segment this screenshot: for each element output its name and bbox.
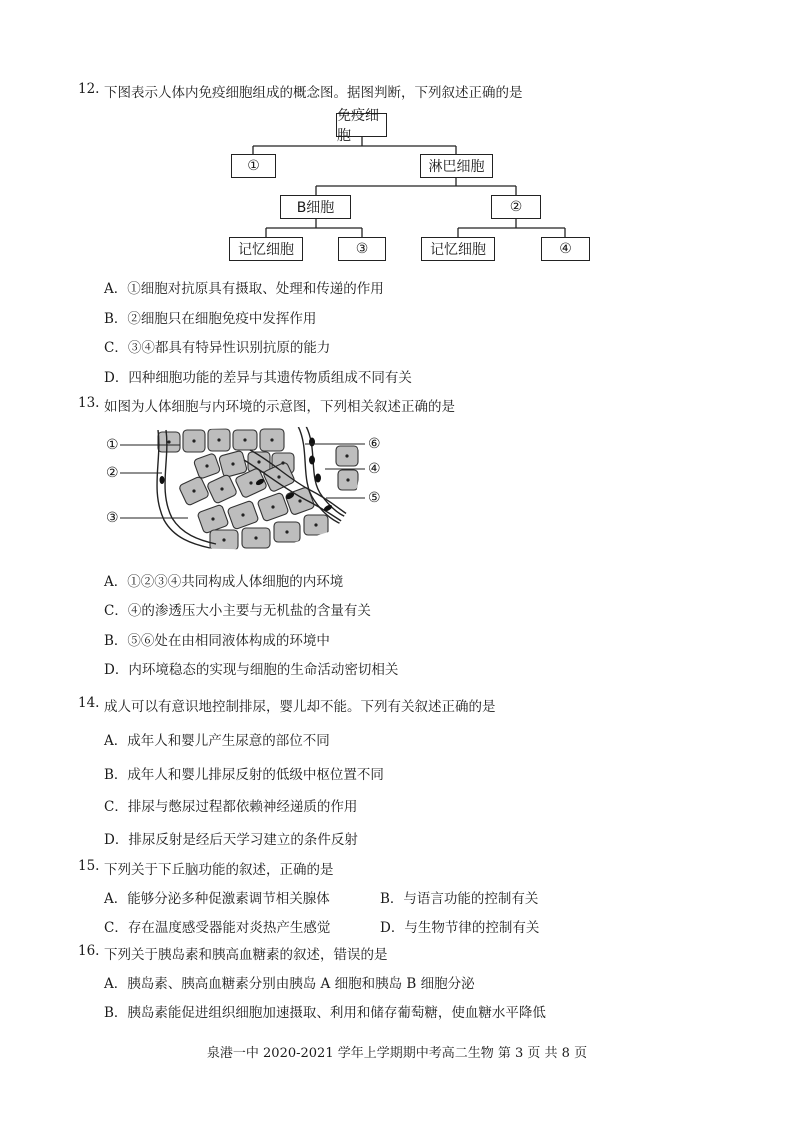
q15-option-a: A．能够分泌多种促激素调节相关腺体 <box>104 891 330 907</box>
q13-option-c: C．④的渗透压大小主要与无机盐的含量有关 <box>104 603 371 619</box>
q16-stem: 下列关于胰岛素和胰高血糖素的叙述，错误的是 <box>104 947 388 963</box>
diagram-node-l2-right: ② <box>491 195 541 219</box>
q15-stem: 下列关于下丘脑功能的叙述，正确的是 <box>104 862 334 878</box>
q13-tissue-drawing <box>100 420 400 560</box>
q14-number: 14. <box>78 695 100 711</box>
diagram-node-l1-right: 淋巴细胞 <box>420 154 493 178</box>
q16-number: 16. <box>78 943 100 959</box>
tissue-label-6: ⑥ <box>368 436 381 452</box>
diagram-node-l2-left: B细胞 <box>280 195 351 219</box>
q13-tissue-figure <box>100 420 400 560</box>
tissue-label-1: ① <box>106 437 119 453</box>
diagram-node-l3-b: ③ <box>338 237 386 261</box>
diagram-node-l3-d: ④ <box>541 237 590 261</box>
diagram-node-l3-c: 记忆细胞 <box>421 237 495 261</box>
q14-option-b: B．成年人和婴儿排尿反射的低级中枢位置不同 <box>104 767 384 783</box>
q16-option-a: A．胰岛素、胰高血糖素分别由胰岛 A 细胞和胰岛 B 细胞分泌 <box>104 976 475 992</box>
q12-option-a: A．①细胞对抗原具有摄取、处理和传递的作用 <box>104 281 384 297</box>
q15-number: 15. <box>78 858 100 874</box>
page-footer: 泉港一中 2020-2021 学年上学期期中考高二生物 第 3 页 共 8 页 <box>206 1046 588 1061</box>
tissue-label-3: ③ <box>106 510 119 526</box>
q16-option-b: B．胰岛素能促进组织细胞加速摄取、利用和储存葡萄糖，使血糖水平降低 <box>104 1005 546 1021</box>
q13-option-d: D．内环境稳态的实现与细胞的生命活动密切相关 <box>104 662 399 678</box>
q12-stem: 下图表示人体内免疫细胞组成的概念图。据图判断，下列叙述正确的是 <box>104 85 523 101</box>
q12-diagram-connectors <box>0 0 794 270</box>
q15-option-b: B．与语言功能的控制有关 <box>380 891 539 907</box>
q14-stem: 成人可以有意识地控制排尿，婴儿却不能。下列有关叙述正确的是 <box>104 699 496 715</box>
q13-number: 13. <box>78 395 100 411</box>
q14-option-a: A．成年人和婴儿产生尿意的部位不同 <box>104 733 330 749</box>
q13-stem: 如图为人体细胞与内环境的示意图，下列相关叙述正确的是 <box>104 399 455 415</box>
q12-option-c: C．③④都具有特异性识别抗原的能力 <box>104 340 331 356</box>
q13-option-b: B．⑤⑥处在由相同液体构成的环境中 <box>104 633 330 649</box>
q15-option-d: D．与生物节律的控制有关 <box>380 920 540 936</box>
diagram-node-root: 免疫细胞 <box>336 113 387 137</box>
tissue-label-4: ④ <box>368 461 381 477</box>
q12-number: 12. <box>78 81 100 97</box>
q13-option-a: A．①②③④共同构成人体细胞的内环境 <box>104 574 344 590</box>
q14-option-d: D．排尿反射是经后天学习建立的条件反射 <box>104 832 358 848</box>
q12-concept-diagram <box>0 0 794 270</box>
tissue-label-2: ② <box>106 465 119 481</box>
tissue-label-5: ⑤ <box>368 490 381 506</box>
diagram-node-l1-left: ① <box>231 154 276 178</box>
q12-option-b: B．②细胞只在细胞免疫中发挥作用 <box>104 311 317 327</box>
q15-option-c: C．存在温度感受器能对炎热产生感觉 <box>104 920 331 936</box>
diagram-node-l3-a: 记忆细胞 <box>229 237 303 261</box>
q14-option-c: C．排尿与憋尿过程都依赖神经递质的作用 <box>104 799 358 815</box>
q12-option-d: D．四种细胞功能的差异与其遗传物质组成不同有关 <box>104 370 412 386</box>
